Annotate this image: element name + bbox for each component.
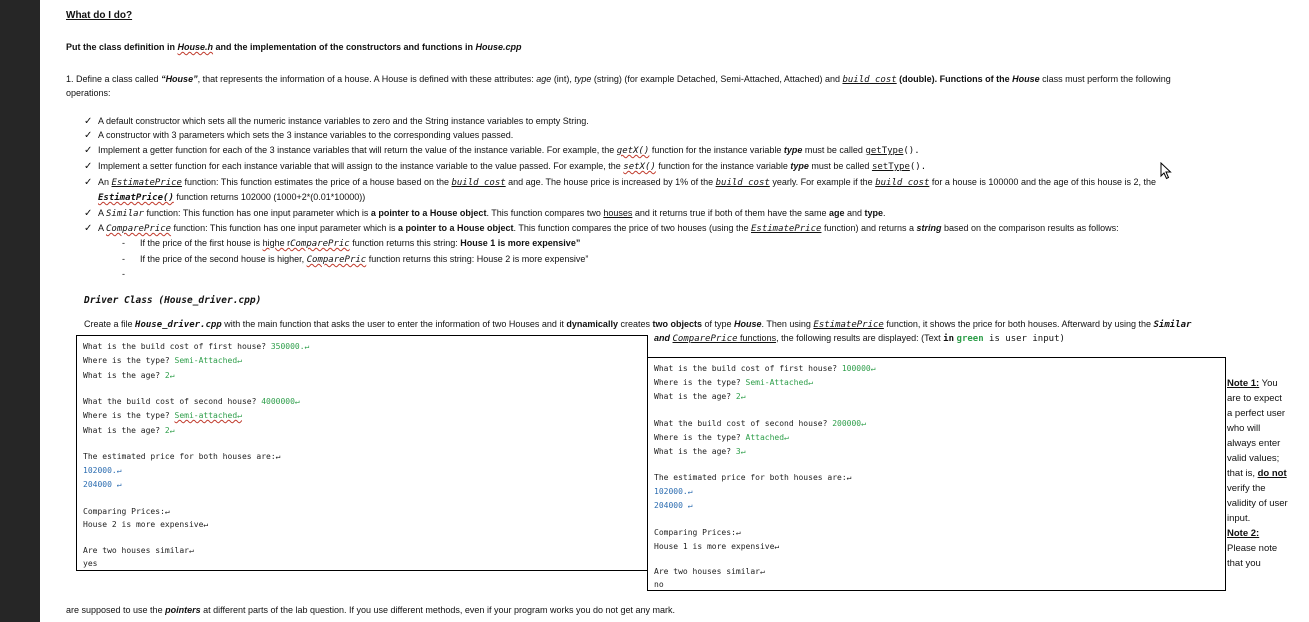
checkmark-icon: ✓ xyxy=(84,116,93,127)
compare-pric-fn: ComparePric xyxy=(306,255,367,265)
console-line: 204000 ↵ xyxy=(83,480,122,489)
attr-age: age xyxy=(536,74,552,84)
case-text: If the price of the second house is higher, xyxy=(140,254,307,264)
bullet-text: yearly. For example if the xyxy=(769,177,876,187)
bullet-bold: string xyxy=(916,223,942,233)
case-result: House 1 is more expensive” xyxy=(460,238,581,248)
bullet-text: and it returns true if both of them have the same xyxy=(632,208,829,218)
note2-text: Please note that you xyxy=(1227,543,1278,569)
console-line: Where is the type? Semi-attached↵ xyxy=(83,411,242,420)
estimat-price-fn: EstimatPrice() xyxy=(98,193,174,203)
task1-classname2: House xyxy=(1012,74,1040,84)
case-text: function returns this string: xyxy=(366,254,477,264)
console-line: 102000.↵ xyxy=(83,466,122,475)
bullet-bold: type xyxy=(864,208,884,218)
task1-classname: “House” xyxy=(161,74,198,84)
bullet-text: and xyxy=(844,208,865,218)
driver-text: of type xyxy=(701,319,735,329)
console-line: Are two houses similar↵ xyxy=(83,546,194,555)
intro-text-mid: and the implementation of the constructors and functions in xyxy=(213,42,476,52)
console-line: Where is the type? Semi-Attached↵ xyxy=(83,356,242,365)
bullet-bold: a pointer to a House object xyxy=(370,208,487,218)
compare-case-1: - If the price of the first house is highe rComparePric function returns this string: House 1 is more expensive” xyxy=(122,238,581,249)
similar-fn: Similar xyxy=(106,209,144,219)
bullet-compare-price xyxy=(84,222,1119,235)
note1-emphasis: do not xyxy=(1257,468,1287,479)
green-label: green xyxy=(956,334,984,344)
bullet-text: function for the instance variable xyxy=(649,145,784,155)
note1-text-end: verify the validity of user input. xyxy=(1227,483,1288,524)
compare-case-3: - xyxy=(122,269,125,279)
driver-file: House_driver.cpp xyxy=(135,320,222,330)
console-line: 204000 ↵ xyxy=(654,501,693,510)
driver-class: House xyxy=(734,319,762,329)
document-page xyxy=(40,0,1309,622)
build-cost-var: build_cost xyxy=(451,178,506,188)
console-line: What is the age? 2↵ xyxy=(83,426,175,435)
bullet-text: for a house is 100000 and the age of this house is 2, the xyxy=(929,177,1157,187)
bullet-text: (). xyxy=(909,162,927,172)
bullet-text: An xyxy=(98,177,112,187)
attr-build-cost: build_cost xyxy=(842,75,897,85)
footer-bold: pointers xyxy=(165,605,201,615)
case-word: highe r xyxy=(262,238,291,248)
bullet-text: Implement a getter function for each of the 3 instance variables that will return the value of the instance variable. For example, the xyxy=(98,145,617,155)
driver-text: function, it shows the price for both houses. Afterward by using the xyxy=(883,319,1154,329)
similar-fn: Similar xyxy=(1153,320,1192,330)
console-line: House 2 is more expensive↵ xyxy=(83,520,209,529)
console-line: What the build cost of second house? 200000↵ xyxy=(654,419,866,428)
console-line: Where is the type? Semi-Attached↵ xyxy=(654,378,813,387)
bullet-text: based on the comparison results as follows: xyxy=(941,223,1119,233)
bullet-text: function) and returns a xyxy=(821,223,917,233)
driver-heading: Driver Class (House_driver.cpp) xyxy=(84,295,262,306)
bullet-text: A constructor with 3 parameters which sets the 3 instance variables to the corresponding values passed. xyxy=(98,130,514,140)
bullet-var: type xyxy=(790,161,809,171)
bullet-getter xyxy=(84,144,920,157)
checkmark-icon: ✓ xyxy=(84,223,93,234)
build-cost-var: build_cost xyxy=(875,178,930,188)
driver-text: is user input) xyxy=(983,334,1065,344)
bullet-text: must be called xyxy=(802,145,866,155)
bullet-default-constructor xyxy=(84,115,589,128)
attr-type-type: (string) (for example Detached, Semi-Attached, Attached) and xyxy=(591,74,843,84)
bullet-text: and age. The house price is increased by 1% of the xyxy=(505,177,716,187)
note2-label: Note 2: xyxy=(1227,528,1260,539)
intro-line xyxy=(66,41,522,53)
driver-text: . Then using xyxy=(761,319,814,329)
bullet-text: function: This function has one input parameter which is xyxy=(171,223,399,233)
driver-text: and xyxy=(654,333,673,343)
bullet-text: function returns 102000 (1000+2*(0.01*10000)) xyxy=(173,192,366,202)
console-line: no xyxy=(654,580,664,589)
console-line: What is the age? 2↵ xyxy=(654,392,746,401)
bullet-similar xyxy=(84,207,886,220)
driver-desc-line2 xyxy=(654,332,1065,345)
driver-text: with the main function that asks the user to enter the information of two Houses and it xyxy=(221,319,567,329)
bullet-text: . This function compares the price of two houses (using the xyxy=(513,223,751,233)
driver-text: , the following results are displayed: (Text xyxy=(776,333,944,343)
getter-example-fn: getX() xyxy=(616,146,650,156)
bullet-text: function: This function has one input parameter which is xyxy=(143,208,371,218)
bullet-text: . xyxy=(883,208,886,218)
bullet-text: A xyxy=(98,223,107,233)
driver-text: in xyxy=(943,334,955,344)
page-title: What do I do? xyxy=(66,10,133,21)
bullet-text: A default constructor which sets all the numeric instance variables to zero and the String instance variables to empty String. xyxy=(98,116,589,126)
get-type-fn: getType xyxy=(865,146,904,156)
mouse-pointer-icon xyxy=(1160,162,1172,180)
driver-text: creates xyxy=(617,319,653,329)
console-line: What the build cost of second house? 4000000↵ xyxy=(83,397,300,406)
driver-bold: dynamically xyxy=(566,319,618,329)
build-cost-var: build_cost xyxy=(715,178,770,188)
console-line: Comparing Prices:↵ xyxy=(654,528,741,537)
attr-type: type xyxy=(574,74,592,84)
case-text: If the price of the first house is xyxy=(140,238,263,248)
bullet-var: type xyxy=(783,145,803,155)
bullet-setter xyxy=(84,160,926,173)
compare-price-fn: ComparePrice xyxy=(106,224,172,234)
console-output-1 xyxy=(76,335,648,571)
checkmark-icon: ✓ xyxy=(84,208,93,219)
note1-label: Note 1: xyxy=(1227,378,1260,389)
console-line: What is the age? 2↵ xyxy=(83,371,175,380)
bullet-param-constructor xyxy=(84,129,513,142)
compare-pric-fn: ComparePric xyxy=(290,239,350,249)
bullet-text: (). xyxy=(903,146,920,156)
checkmark-icon: ✓ xyxy=(84,161,93,172)
side-notes xyxy=(1227,376,1289,571)
checkmark-icon: ✓ xyxy=(84,145,93,156)
case-result: House 2 is more expensive” xyxy=(476,254,589,264)
console-line: 102000.↵ xyxy=(654,487,693,496)
compare-price-fn: ComparePrice xyxy=(672,334,738,344)
console-line: The estimated price for both houses are:↵ xyxy=(654,473,852,482)
case-text: function returns this string: xyxy=(349,238,461,248)
driver-text: functions xyxy=(737,333,777,343)
set-type-fn: setType xyxy=(871,162,910,172)
intro-text: Put the class definition in xyxy=(66,42,178,52)
console-line: The estimated price for both houses are:↵ xyxy=(83,452,281,461)
console-output-2 xyxy=(647,357,1226,591)
console-line: Comparing Prices:↵ xyxy=(83,507,170,516)
bullet-estimate-price xyxy=(84,176,1156,189)
task1-text2: , that represents the information of a house. A House is defined with these attributes: xyxy=(197,74,537,84)
task1-text: 1. Define a class called xyxy=(66,74,162,84)
setter-example-fn: setX() xyxy=(623,162,656,172)
attr-age-type: (int), xyxy=(551,74,575,84)
note1-text: You are to expect a perfect user who will always enter valid values; that is, xyxy=(1227,378,1286,479)
console-line: Are two houses similar↵ xyxy=(654,567,765,576)
console-line: House 1 is more expensive↵ xyxy=(654,542,780,551)
bullet-bold: a pointer to a House object xyxy=(398,223,514,233)
console-line: yes xyxy=(83,559,98,568)
left-sidebar xyxy=(0,0,40,622)
bullet-text: function for the instance variable xyxy=(655,161,791,171)
intro-file-cpp: House.cpp xyxy=(475,42,522,52)
driver-text: Create a file xyxy=(84,319,136,329)
console-line: What is the age? 3↵ xyxy=(654,447,746,456)
bullet-text: . This function compares two xyxy=(486,208,604,218)
bullet-estimate-price-line2 xyxy=(98,191,365,204)
task1-text3: class must perform the following xyxy=(1039,74,1171,84)
bullet-text: function: This function estimates the price of a house based on the xyxy=(181,177,452,187)
bullet-bold: age xyxy=(828,208,845,218)
driver-bold: two objects xyxy=(652,319,702,329)
attr-build-cost-type: (double). Functions of the xyxy=(896,74,1013,84)
bullet-word: houses xyxy=(603,208,633,218)
bullet-text: A xyxy=(98,208,107,218)
task1-line1 xyxy=(66,73,1171,86)
estimate-price-fn: EstimatePrice xyxy=(751,224,822,234)
estimate-price-fn: EstimatePrice xyxy=(813,320,884,330)
driver-desc-line1 xyxy=(84,318,1191,331)
footer-line xyxy=(66,604,675,616)
console-line: What is the build cost of first house? 350000.↵ xyxy=(83,342,310,351)
footer-text-end: at different parts of the lab question. If you use different methods, even if your program works you do not get any mark. xyxy=(200,605,676,615)
bullet-text: must be called xyxy=(808,161,872,171)
estimate-price-fn: EstimatePrice xyxy=(111,178,182,188)
checkmark-icon: ✓ xyxy=(84,130,93,141)
task1-line2: operations: xyxy=(66,88,111,98)
checkmark-icon: ✓ xyxy=(84,177,93,188)
compare-case-2: - If the price of the second house is higher, ComparePric function returns this string: House 2 is more expensive” xyxy=(122,254,589,265)
console-line: Where is the type? Attached↵ xyxy=(654,433,789,442)
console-line: What is the build cost of first house? 100000↵ xyxy=(654,364,876,373)
footer-text: are supposed to use the xyxy=(66,605,166,615)
intro-file-h: House.h xyxy=(177,42,214,52)
bullet-text: Implement a setter function for each instance variable that will assign to the instance variable to the value passed. For example, the xyxy=(98,161,624,171)
